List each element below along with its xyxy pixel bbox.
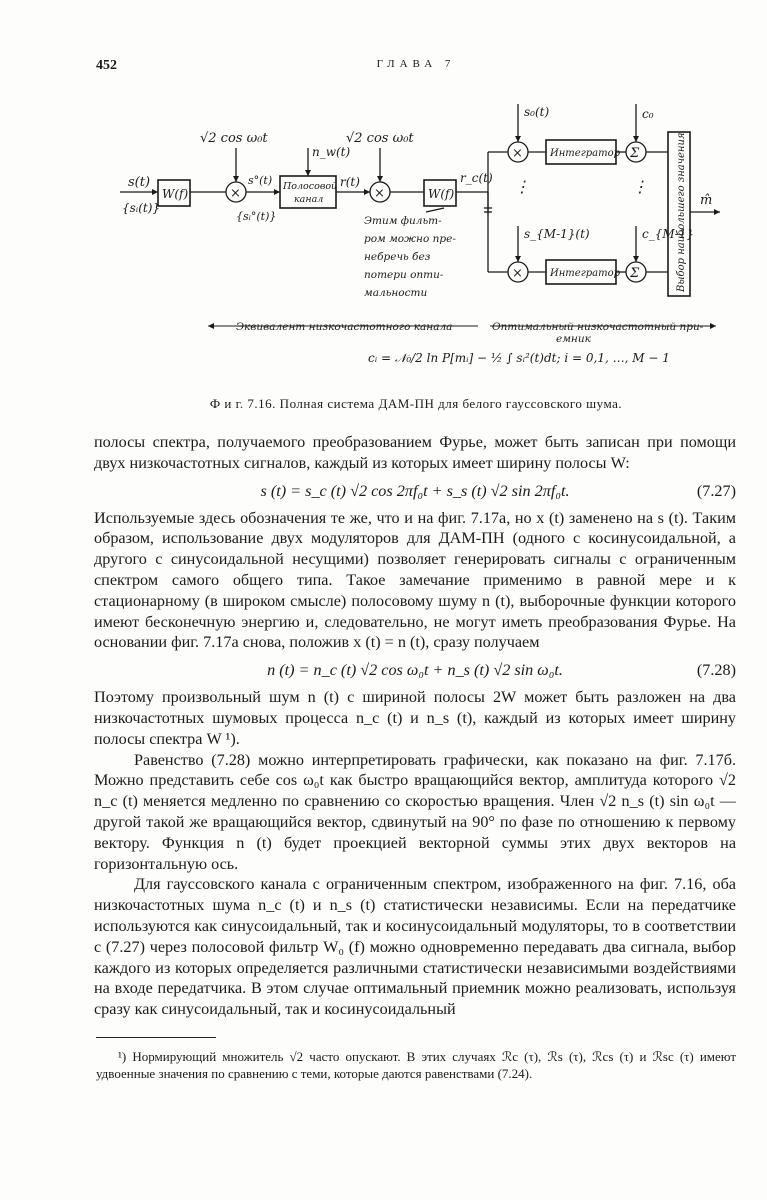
label-sM1: s_{M-1}(t)	[524, 227, 590, 241]
filter-w2-label: W(f)	[428, 187, 455, 201]
paragraph-5: Для гауссовского канала с ограниченным спектром, изображенного на фиг. 7.16, оба низкочастотных шума n_c (t) и n_s (t) статистически независимы. Если на передатчике используются как синусоидальный, так и косинусоидальный модуляторы, то в соответствии с (7.27) через полосовой фильтр W₀ (f) можно одновременно передавать два сигнала, выбор каждого из которых определяется различными статистически независимыми воздействиями на входе передатчика. В этом случае оптимальный приемник можно реализовать, используя сразу как синусоидальный, так и косинусоидальный	[94, 875, 736, 1019]
svg-text:Σ: Σ	[630, 266, 640, 281]
formula-ci: cᵢ = 𝒩₀/2 ln P[mᵢ] − ½ ∫ sᵢ²(t)dt; i = 0,1, …, M − 1	[368, 351, 670, 365]
svg-text:Σ: Σ	[630, 146, 640, 161]
label-r-t: r(t)	[340, 175, 360, 189]
note-4: потери опти-	[364, 269, 444, 281]
svg-text:×: ×	[512, 266, 523, 281]
label-rc-t: r_c(t)	[460, 171, 493, 185]
opt-receiver-label-2: емник	[556, 333, 591, 345]
label-c0: c₀	[642, 107, 654, 121]
label-s0: s₀(t)	[524, 105, 550, 119]
label-s-o-set: {sᵢ°(t)}	[236, 210, 277, 223]
paragraph-1: полосы спектра, получаемого преобразованием Фурье, может быть записан при помощи двух низкочастотных сигналов, каждый из которых имеет ширину полосы W:	[94, 433, 736, 472]
footnote-divider	[96, 1037, 216, 1038]
note-1: Этим фильт-	[364, 215, 442, 227]
svg-text:⋮: ⋮	[514, 177, 530, 196]
figure-7-16	[108, 96, 728, 376]
footnote: ¹) Нормирующий множитель √2 часто опускают. В этих случаях ℛc (τ), ℛs (τ), ℛcs (τ) и ℛsc (τ) имеют удвоенные значения по сравнению с теми, которые даются равенствами (7.24).	[96, 1049, 736, 1081]
opt-receiver-label-1: Оптимальный низкочастотный при-	[492, 321, 704, 333]
equation-7-27-number: (7.27)	[696, 481, 736, 500]
label-noise: n_w(t)	[312, 145, 351, 159]
paragraph-2: Используемые здесь обозначения те же, что и на фиг. 7.17а, но x (t) заменено на s (t). Таким образом, использование двух модуляторов для ДАМ-ПН (одного с косинусоидальной, а другого с синусоидальной несущими) позволяет генерировать сигналы с ограниченным спектром самого общего типа. Такое замечание применимо в равной мере и к стационарному (в широком смысле) полосовому шуму n (t), выборочные функции которого имеют бесконечную энергию и, следовательно, не могут иметь преобразования Фурье. На основании фиг. 7.17а снова, положив x (t) = n (t), сразу получаем	[94, 508, 736, 652]
label-input-s: s(t)	[128, 175, 151, 190]
page-header	[96, 58, 736, 78]
label-cM1: c_{M-1}	[642, 227, 694, 241]
note-2: ром можно пре-	[364, 233, 456, 245]
selector-label: Выбор наибольшего значения	[676, 132, 687, 292]
paragraph-3: Поэтому произвольный шум n (t) с шириной полосы 2W может быть разложен на два низкочастотных шумовых процесса n_c (t) и n_s (t), каждый из которых имеет ширину полосы спектра W ¹).	[94, 688, 736, 748]
paragraph-4: Равенство (7.28) можно интерпретировать графически, как показано на фиг. 7.17б. Можно представить себе cos ω₀t как быстро вращающийся вектор, амплитуда которого √2 n_c (t) меняется медленно по сравнению со скоростью вращения. Член √2 n_s (t) sin ω₀t — другой такой же вращающийся вектор, сдвинутый на 90° по фазе по отношению к первому вектору. Функция n (t) будет проекцией векторной суммы этих двух векторов на горизонтальную ось.	[94, 750, 736, 873]
page-number: 452	[96, 58, 117, 73]
channel-label-2: канал	[294, 194, 324, 205]
equation-7-28-text: n (t) = n_c (t) √2 cos ω₀t + n_s (t) √2 sin ω₀t.	[267, 661, 563, 680]
svg-text:×: ×	[374, 186, 385, 201]
label-s-o: s°(t)	[248, 174, 273, 187]
chapter-title: ГЛАВА 7	[376, 58, 456, 70]
svg-text:×: ×	[230, 186, 241, 201]
label-input-set: {sᵢ(t)}	[122, 201, 161, 215]
integrator-bottom-label: Интегратор	[550, 268, 621, 279]
filter-w1-label: W(f)	[162, 187, 189, 201]
note-3: небречь без	[364, 251, 431, 263]
body-text	[94, 432, 736, 1020]
label-carrier-2: √2 cos ω₀t	[346, 131, 414, 146]
equiv-channel-label: Эквивалент низкочастотного канала	[236, 321, 453, 333]
equation-7-27-text: s (t) = s_c (t) √2 cos 2πf₀t + s_s (t) √2 sin 2πf₀t.	[260, 481, 570, 500]
integrator-top-label: Интегратор	[550, 148, 621, 159]
label-carrier-1: √2 cos ω₀t	[200, 131, 268, 146]
equation-7-28	[94, 653, 736, 687]
note-5: мальности	[364, 287, 428, 299]
equation-7-27	[94, 474, 736, 508]
channel-label-1: Полосовой	[283, 181, 338, 192]
svg-text:×: ×	[512, 146, 523, 161]
equation-7-28-number: (7.28)	[696, 661, 736, 680]
figure-caption: Ф и г. 7.16. Полная система ДАМ-ПН для белого гауссовского шума.	[209, 396, 623, 411]
block-diagram	[108, 96, 728, 376]
svg-text:⋮: ⋮	[632, 177, 648, 196]
label-m-hat: m̂	[700, 193, 713, 208]
